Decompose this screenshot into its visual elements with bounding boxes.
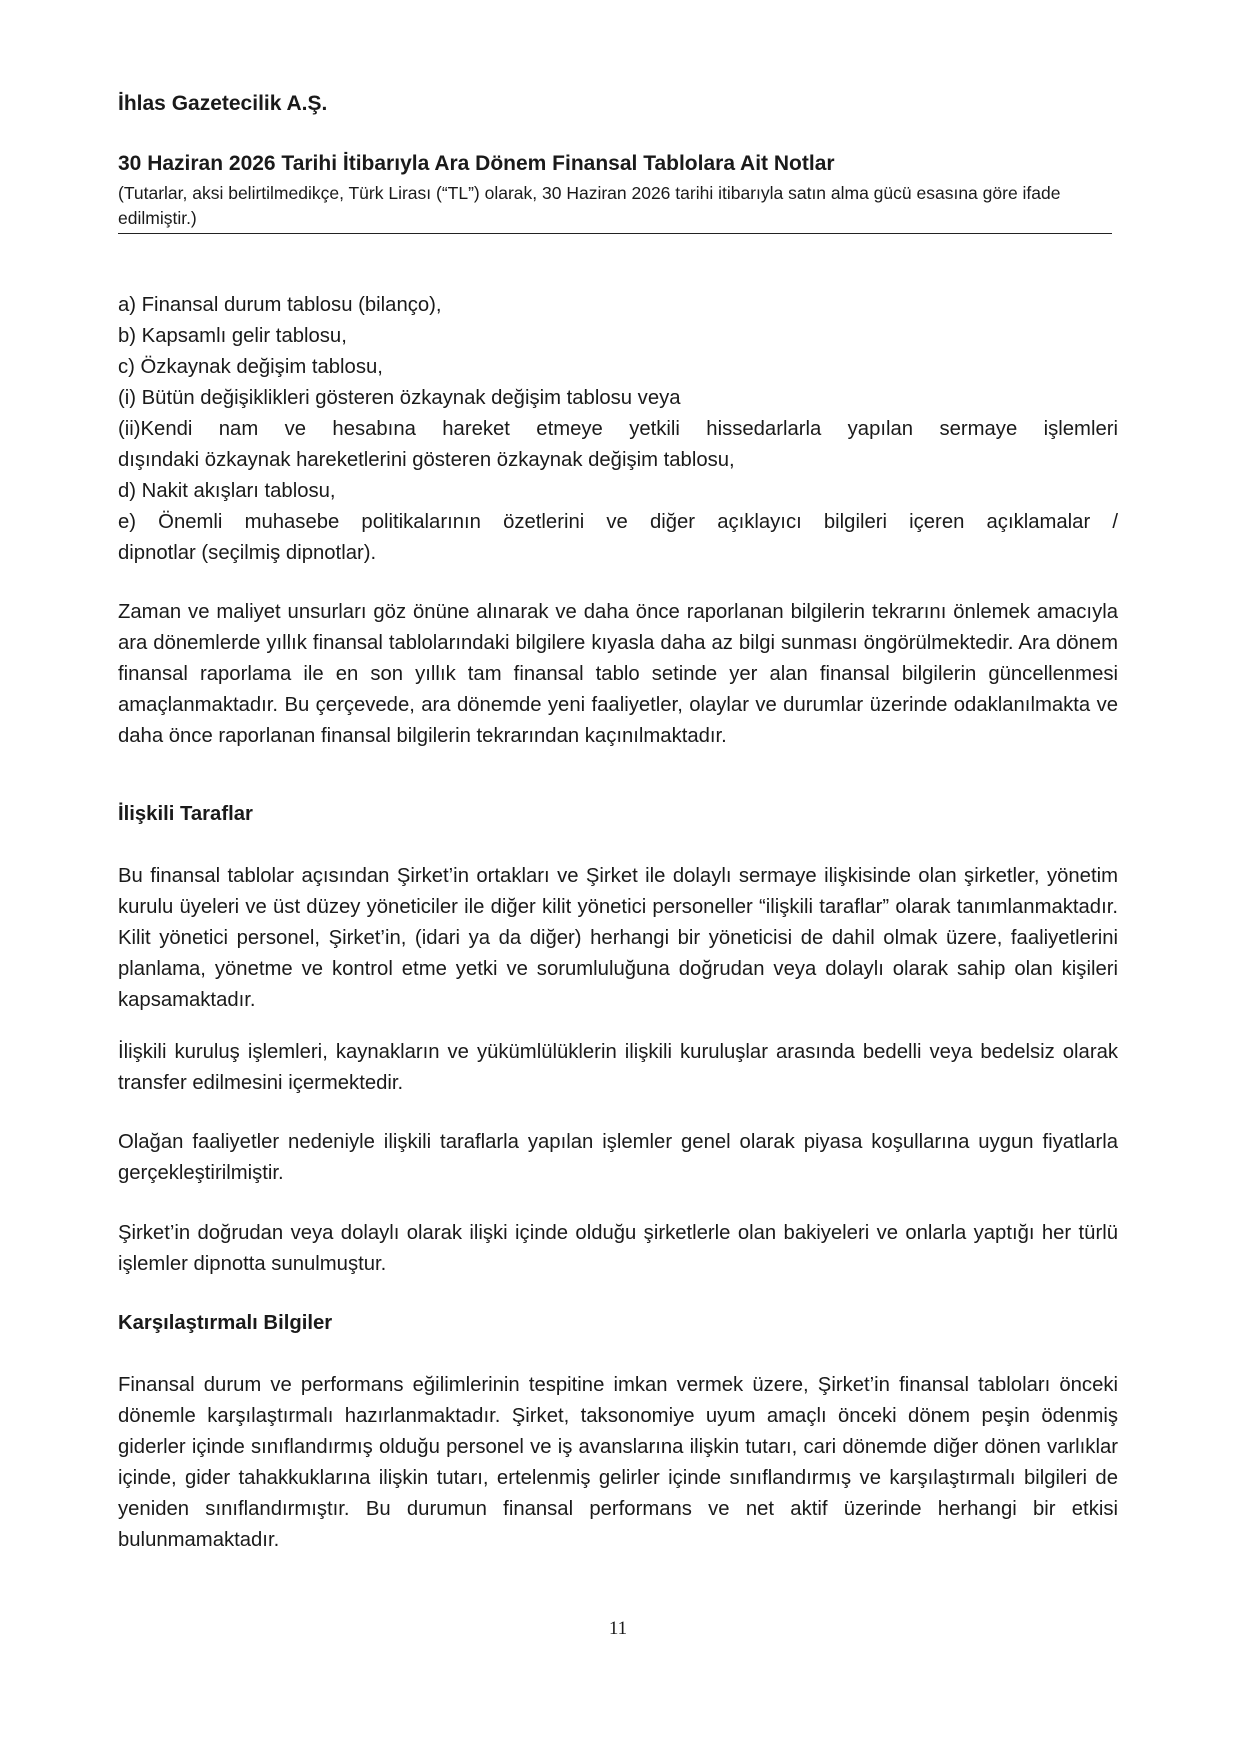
list-item: c) Özkaynak değişim tablosu,	[118, 356, 383, 378]
related-parties-heading: İlişkili Taraflar	[118, 803, 253, 825]
list-item: dipnotlar (seçilmiş dipnotlar).	[118, 542, 377, 564]
comparative-info-heading: Karşılaştırmalı Bilgiler	[118, 1312, 333, 1334]
company-name: İhlas Gazetecilik A.Ş.	[118, 92, 328, 115]
document-page	[118, 0, 1118, 1754]
market-conditions-paragraph: Olağan faaliyetler nedeniyle ilişkili taraflarla yapılan işlemler genel olarak piyasa koşullarına uygun fiyatlarla gerçekleştirilmiştir.	[118, 1131, 1118, 1184]
list-item: a) Finansal durum tablosu (bilanço),	[118, 294, 442, 316]
list-item: d) Nakit akışları tablosu,	[118, 480, 336, 502]
notes-title: 30 Haziran 2026 Tarihi İtibarıyla Ara Dönem Finansal Tablolara Ait Notlar	[118, 152, 835, 175]
related-transactions-paragraph: İlişkili kuruluş işlemleri, kaynakların ve yükümlülüklerin ilişkili kuruluşlar arasında bedelli veya bedelsiz olarak transfer edilmesini içermektedir.	[118, 1041, 1118, 1094]
list-item: dışındaki özkaynak hareketlerini gösteren özkaynak değişim tablosu,	[118, 449, 735, 471]
balances-paragraph: Şirket’in doğrudan veya dolaylı olarak ilişki içinde olduğu şirketlerle olan bakiyeleri ve onlarla yaptığı her türlü işlemler dipnotta sunulmuştur.	[118, 1222, 1118, 1275]
interim-paragraph: Zaman ve maliyet unsurları göz önüne alınarak ve daha önce raporlanan bilgilerin tekrarını önlemek amacıyla ara dönemlerde yıllık finansal tablolarındaki bilgilere kıyasla daha az bilgi sunması öngörülmektedir. Ara dönem finansal raporlama ile en son yıllık tam finansal tablo setinde yer alan finansal bilgilerin güncellenmesi amaçlanmaktadır. Bu çerçevede, ara dönemde yeni faaliyetler, olaylar ve durumlar üzerinde odaklanılmakta ve daha önce raporlanan finansal bilgilerin tekrarından kaçınılmaktadır.	[118, 601, 1118, 747]
header-divider	[118, 233, 1112, 234]
comparative-info-paragraph: Finansal durum ve performans eğilimlerinin tespitine imkan vermek üzere, Şirket’in finansal tabloları önceki dönemle karşılaştırmalı hazırlanmaktadır. Şirket, taksonomiye uyum amaçlı önceki dönem peşin ödenmiş giderler içinde sınıflandırmış olduğu personel ve iş avanslarına ilişkin tutarı, cari dönemde diğer dönen varlıklar içinde, gider tahakkuklarına ilişkin tutarı, ertelenmiş gelirler içinde sınıflandırmış ve karşılaştırmalı bilgileri de yeniden sınıflandırmıştır. Bu durumun finansal performans ve net aktif üzerinde herhangi bir etkisi bulunmamaktadır.	[118, 1374, 1118, 1551]
list-item: (i) Bütün değişiklikleri gösteren özkaynak değişim tablosu veya	[118, 387, 681, 409]
related-parties-paragraph: Bu finansal tablolar açısından Şirket’in ortakları ve Şirket ile dolaylı sermaye ilişkisinde olan şirketler, yönetim kurulu üyeleri ve üst düzey yöneticiler ile diğer kilit yönetici personeller “ilişkili taraflar” olarak tanımlanmaktadır. Kilit yönetici personel, Şirket’in, (idari ya da diğer) herhangi bir yöneticisi de dahil olmak üzere, faaliyetlerini planlama, yönetme ve kontrol etme yetki ve sorumluluğuna doğrudan veya dolaylı olarak sahip olan kişileri kapsamaktadır.	[118, 865, 1118, 1011]
page-number: 11	[608, 1618, 628, 1639]
notes-subtitle: (Tutarlar, aksi belirtilmedikçe, Türk Lirası (“TL”) olarak, 30 Haziran 2026 tarihi itibarıyla satın alma gücü esasına göre ifade edilmiştir.)	[118, 183, 1061, 228]
list-item: (ii)Kendi nam ve hesabına hareket etmeye yetkili hissedarlarla yapılan sermaye işlemleri	[118, 418, 1118, 440]
list-item: b) Kapsamlı gelir tablosu,	[118, 325, 347, 347]
statement-list	[118, 290, 1118, 569]
list-item: e) Önemli muhasebe politikalarının özetlerini ve diğer açıklayıcı bilgileri içeren açıklamalar /	[118, 511, 1118, 533]
